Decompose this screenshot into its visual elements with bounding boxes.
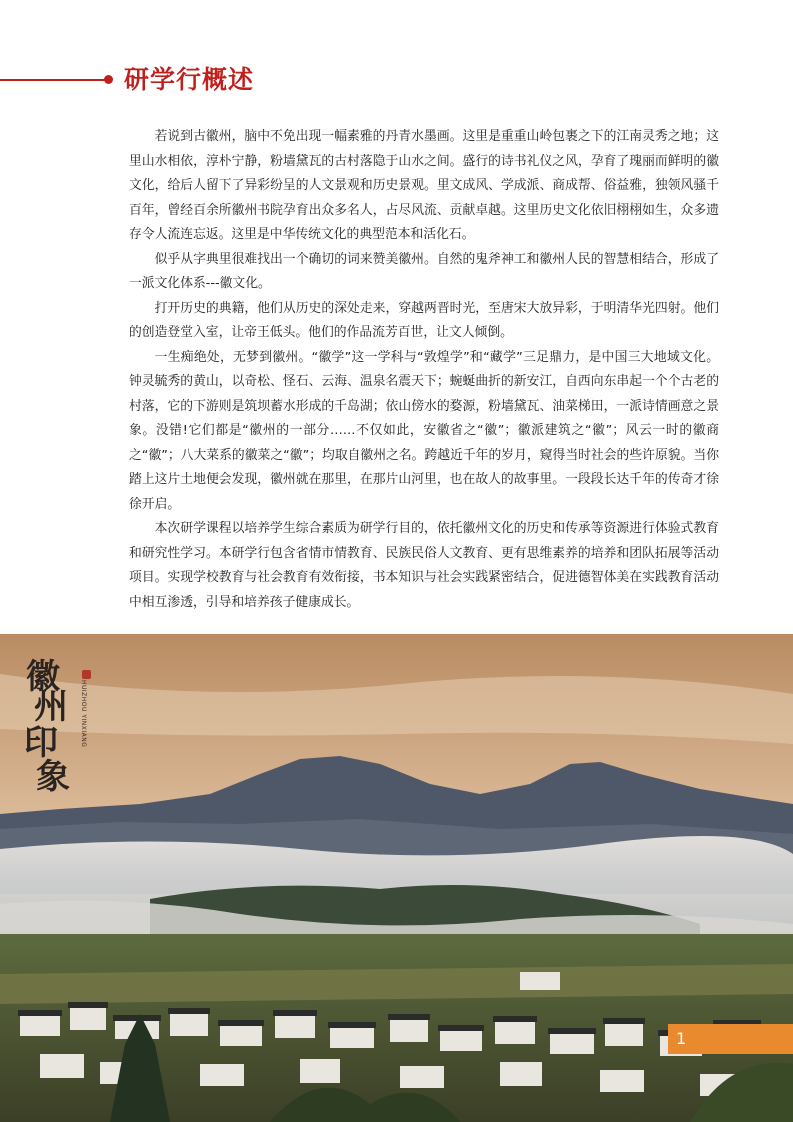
title-dot (104, 75, 113, 84)
logo (24, 657, 94, 800)
logo-char-1: 徽 (26, 657, 60, 697)
paragraph-2: 似乎从字典里很难找出一个确切的词来赞美徽州。自然的鬼斧神工和徽州人民的智慧相结合，形成了一派文化体系---徽文化。 (129, 251, 719, 291)
logo-char-2: 州 (34, 687, 68, 727)
title-rule (0, 79, 108, 81)
logo-seal (82, 670, 91, 679)
logo-char-4: 象 (36, 757, 70, 797)
body-text (129, 125, 719, 615)
section-title: 研学行概述 (124, 65, 255, 94)
page-number: 1 (676, 1029, 687, 1048)
logo-char-3: 印 (24, 723, 58, 763)
paragraph-3: 打开历史的典籍，他们从历史的深处走来，穿越两晋时光，至唐宋大放异彩，于明清华光四射。他们的创造登堂入室，让帝王低头。他们的作品流芳百世，让文人倾倒。 (129, 300, 719, 340)
logo-pinyin: HUIZHOU YINXIANG (80, 680, 87, 748)
paragraph-5: 本次研学课程以培养学生综合素质为研学行目的，依托徽州文化的历史和传承等资源进行体验式教育和研究性学习。本研学行包含省情市情教育、民族民俗人文教育、更有思维素养的培养和团队拓展等活动项目。实现学校教育与社会教育有效衔接，书本知识与社会实践紧密结合，促进德智体美在实践教育活动中相互渗透，引导和培养孩子健康成长。 (129, 521, 719, 610)
paragraph-4: 一生痴绝处，无梦到徽州。“徽学”这一学科与“敦煌学”和“藏学”三足鼎力，是中国三大地域文化。钟灵毓秀的黄山，以奇松、怪石、云海、温泉名震天下；蜿蜒曲折的新安江，自西向东串起一个个古老的村落，它的下游则是筑坝蓄水形成的千岛湖；依山傍水的婺源，粉墙黛瓦、油菜梯田，一派诗情画意之景象。没错!它们都是“徽州的一部分……不仅如此，安徽省之“徽”；徽派建筑之“徽”；风云一时的徽商之“徽”；八大菜系的徽菜之“徽”；均取自徽州之名。跨越近千年的岁月，窥得当时社会的些许原貌。当你踏上这片土地便会发现，徽州就在那里，在那片山河里，也在故人的故事里。一段段长达千年的传奇才徐徐开启。 (129, 349, 719, 512)
paragraph-1: 若说到古徽州，脑中不免出现一幅素雅的丹青水墨画。这里是重重山岭包裹之下的江南灵秀之地；这里山水相依，淳朴宁静，粉墙黛瓦的古村落隐于山水之间。盛行的诗书礼仪之风，孕育了瑰丽而鲜明的徽文化，给后人留下了异彩纷呈的人文景观和历史景观。里文成风、学成派、商成帮、俗益雅，独领风骚千百年，曾经百余所徽州书院孕育出众多名人，占尽风流、贡献卓越。这里历史文化依旧栩栩如生，众多遗存令人流连忘返。这里是中华传统文化的典型范本和活化石。 (129, 129, 719, 242)
page-number-tab (668, 1024, 793, 1054)
